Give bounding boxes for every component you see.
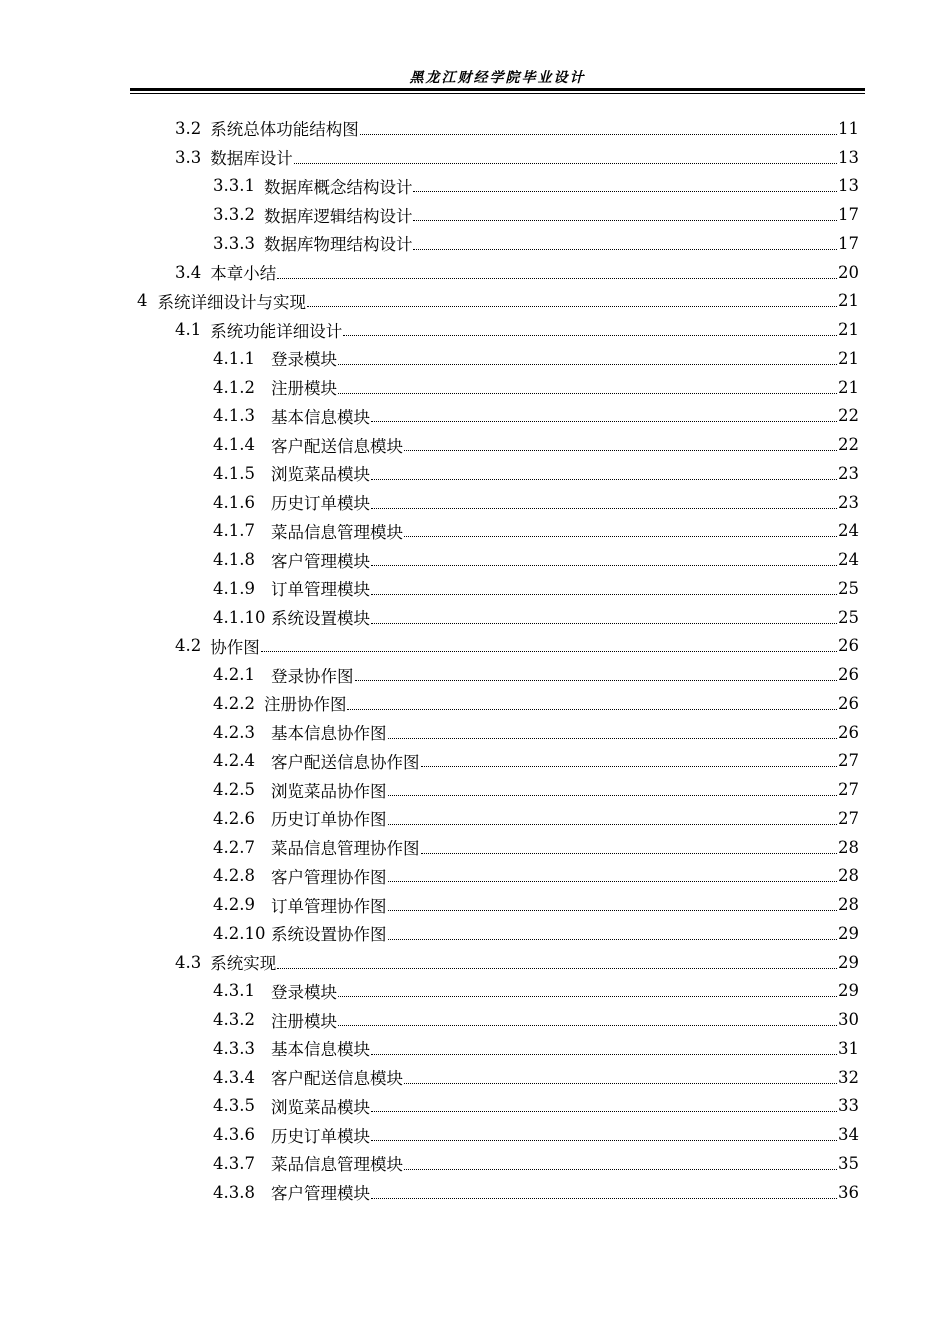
toc-entry-title: 注册模块: [271, 1011, 337, 1031]
toc-dot-leader: [338, 363, 837, 365]
toc-dot-leader: [404, 1082, 837, 1084]
toc-entry-number: 4.3.3: [213, 1038, 255, 1058]
toc-entry-page: 24: [838, 521, 859, 541]
toc-entry[interactable]: [0, 804, 950, 833]
toc-dot-leader: [338, 995, 837, 997]
toc-entry[interactable]: [0, 430, 950, 459]
toc-entry[interactable]: [0, 977, 950, 1006]
toc-entry[interactable]: [0, 1092, 950, 1121]
toc-entry-page: 25: [838, 578, 859, 598]
toc-entry-number: 3.2: [175, 118, 202, 138]
toc-entry-page: 27: [838, 780, 859, 800]
toc-entry-number: 4.1.3: [213, 406, 255, 426]
toc-dot-leader: [371, 507, 837, 509]
toc-dot-leader: [371, 420, 837, 422]
toc-entry[interactable]: [0, 890, 950, 919]
toc-dot-leader: [388, 794, 838, 796]
toc-dot-leader: [371, 1053, 837, 1055]
toc-dot-leader: [404, 449, 837, 451]
toc-entry-title: 登录模块: [271, 350, 337, 370]
toc-entry[interactable]: [0, 718, 950, 747]
toc-entry[interactable]: [0, 143, 950, 172]
toc-dot-leader: [388, 737, 838, 739]
toc-entry-number: 4.3.6: [213, 1125, 255, 1145]
toc-entry[interactable]: [0, 344, 950, 373]
toc-entry-title: 客户管理协作图: [271, 867, 387, 887]
toc-entry[interactable]: [0, 574, 950, 603]
toc-entry-page: 33: [838, 1096, 859, 1116]
toc-entry-number: 4.1.9: [213, 578, 255, 598]
toc-entry-page: 29: [838, 981, 859, 1001]
toc-entry-number: 4.1.5: [213, 463, 255, 483]
toc-dot-leader: [371, 1110, 837, 1112]
toc-dot-leader: [347, 708, 837, 710]
toc-entry[interactable]: [0, 747, 950, 776]
toc-dot-leader: [338, 392, 837, 394]
toc-entry[interactable]: [0, 632, 950, 661]
toc-dot-leader: [360, 133, 837, 135]
toc-dot-leader: [413, 190, 837, 192]
toc-entry[interactable]: [0, 258, 950, 287]
toc-entry-number: 4.3.4: [213, 1067, 255, 1087]
toc-entry-title: 基本信息协作图: [271, 724, 387, 744]
page-header-title: 黑龙江财经学院毕业设计: [409, 70, 586, 86]
toc-entry[interactable]: [0, 545, 950, 574]
toc-dot-leader: [294, 162, 837, 164]
toc-entry[interactable]: [0, 948, 950, 977]
toc-entry-number: 4.3.2: [213, 1010, 255, 1030]
toc-entry-title: 菜品信息管理模块: [271, 522, 403, 542]
toc-dot-leader: [371, 1139, 837, 1141]
toc-entry-page: 28: [838, 895, 859, 915]
toc-entry-number: 4.2.2: [213, 693, 255, 713]
table-of-contents: [0, 114, 950, 1207]
toc-entry-number: 4.2.1: [213, 665, 255, 685]
toc-entry[interactable]: [0, 689, 950, 718]
toc-entry-page: 23: [838, 492, 859, 512]
toc-entry-title: 数据库逻辑结构设计: [263, 206, 413, 226]
toc-entry-number: 4.3.5: [213, 1096, 255, 1116]
toc-entry[interactable]: [0, 229, 950, 258]
toc-entry-title: 注册模块: [271, 379, 337, 399]
toc-entry-title: 系统设置模块: [271, 609, 370, 629]
toc-entry-page: 21: [838, 377, 859, 397]
toc-entry-page: 24: [838, 550, 859, 570]
toc-entry[interactable]: [0, 775, 950, 804]
toc-dot-leader: [388, 909, 838, 911]
toc-entry-page: 13: [838, 147, 859, 167]
toc-dot-leader: [371, 622, 837, 624]
toc-entry-number: 4.2.5: [213, 780, 255, 800]
toc-entry-page: 34: [838, 1125, 859, 1145]
toc-entry-title: 浏览菜品模块: [271, 465, 370, 485]
toc-entry-title: 系统实现: [210, 954, 277, 974]
toc-entry[interactable]: [0, 402, 950, 431]
toc-entry-page: 21: [838, 348, 859, 368]
toc-entry-title: 历史订单模块: [271, 494, 370, 514]
toc-entry-title: 基本信息模块: [271, 1040, 370, 1060]
toc-dot-leader: [371, 593, 837, 595]
toc-dot-leader: [404, 535, 837, 537]
toc-entry-page: 20: [838, 262, 859, 282]
toc-entry[interactable]: [0, 1178, 950, 1207]
toc-entry-number: 4.2.3: [213, 722, 255, 742]
toc-dot-leader: [421, 765, 838, 767]
toc-entry-number: 4.2: [175, 636, 202, 656]
toc-entry-title: 菜品信息管理协作图: [271, 839, 420, 859]
toc-entry-page: 17: [838, 233, 859, 253]
toc-entry-title: 历史订单协作图: [271, 810, 387, 830]
toc-entry-number: 4.2.10: [213, 923, 266, 943]
toc-entry-title: 注册协作图: [263, 695, 347, 715]
toc-dot-leader: [277, 277, 837, 279]
toc-entry-title: 历史订单模块: [271, 1126, 370, 1146]
toc-entry-page: 22: [838, 435, 859, 455]
toc-entry-title: 客户管理模块: [271, 1184, 370, 1204]
toc-entry-title: 浏览菜品协作图: [271, 781, 387, 801]
toc-entry-page: 29: [838, 952, 859, 972]
toc-entry-title: 浏览菜品模块: [271, 1097, 370, 1117]
toc-entry[interactable]: [0, 517, 950, 546]
toc-dot-leader: [388, 823, 838, 825]
toc-entry-title: 客户管理模块: [271, 551, 370, 571]
toc-entry[interactable]: [0, 287, 950, 316]
toc-entry-page: 26: [838, 722, 859, 742]
toc-entry-title: 菜品信息管理模块: [271, 1155, 403, 1175]
toc-entry[interactable]: [0, 919, 950, 948]
toc-entry[interactable]: [0, 862, 950, 891]
toc-entry-page: 27: [838, 751, 859, 771]
toc-entry-number: 4.2.7: [213, 837, 255, 857]
toc-entry-number: 4.3: [175, 952, 202, 972]
toc-dot-leader: [421, 852, 838, 854]
toc-dot-leader: [277, 967, 837, 969]
toc-entry-number: 3.3.3: [213, 233, 255, 253]
toc-entry-title: 数据库概念结构设计: [263, 177, 413, 197]
toc-entry[interactable]: [0, 833, 950, 862]
toc-entry-title: 本章小结: [210, 264, 277, 284]
toc-dot-leader: [371, 1197, 837, 1199]
toc-dot-leader: [338, 1024, 837, 1026]
toc-entry-page: 30: [838, 1010, 859, 1030]
toc-entry-page: 36: [838, 1182, 859, 1202]
toc-entry-page: 26: [838, 693, 859, 713]
toc-entry-number: 4.1.10: [213, 607, 266, 627]
toc-entry-number: 4: [137, 291, 148, 311]
toc-entry-page: 26: [838, 665, 859, 685]
toc-entry-page: 28: [838, 866, 859, 886]
toc-entry-number: 4.3.7: [213, 1153, 255, 1173]
toc-entry[interactable]: [0, 315, 950, 344]
toc-entry-page: 21: [838, 320, 859, 340]
toc-entry-number: 4.1.4: [213, 435, 255, 455]
header-rule-thick: [130, 88, 865, 91]
toc-entry-page: 29: [838, 923, 859, 943]
toc-entry-page: 21: [838, 291, 859, 311]
toc-entry-page: 23: [838, 463, 859, 483]
toc-entry-title: 订单管理协作图: [271, 896, 387, 916]
toc-entry-number: 4.1.8: [213, 550, 255, 570]
toc-entry[interactable]: [0, 172, 950, 201]
toc-entry[interactable]: [0, 488, 950, 517]
toc-entry-number: 4.2.8: [213, 866, 255, 886]
toc-entry[interactable]: [0, 1034, 950, 1063]
toc-entry-number: 4.2.4: [213, 751, 255, 771]
toc-entry-title: 系统设置协作图: [271, 925, 387, 945]
toc-entry[interactable]: [0, 373, 950, 402]
toc-dot-leader: [261, 650, 837, 652]
toc-entry[interactable]: [0, 660, 950, 689]
toc-entry-title: 系统详细设计与实现: [157, 292, 306, 312]
toc-dot-leader: [307, 305, 837, 307]
toc-entry[interactable]: [0, 603, 950, 632]
toc-entry-page: 13: [838, 176, 859, 196]
toc-entry-number: 4.1.1: [213, 348, 255, 368]
toc-entry-page: 25: [838, 607, 859, 627]
toc-entry-title: 订单管理模块: [271, 580, 370, 600]
toc-entry-number: 4.1.7: [213, 521, 255, 541]
toc-dot-leader: [355, 679, 838, 681]
toc-dot-leader: [343, 334, 837, 336]
toc-entry[interactable]: [0, 1005, 950, 1034]
toc-entry-number: 3.4: [175, 262, 202, 282]
toc-entry-page: 22: [838, 406, 859, 426]
toc-entry-title: 登录模块: [271, 982, 337, 1002]
toc-entry[interactable]: [0, 459, 950, 488]
toc-entry-page: 31: [838, 1038, 859, 1058]
toc-entry-title: 登录协作图: [271, 666, 354, 686]
toc-dot-leader: [371, 564, 837, 566]
toc-entry[interactable]: [0, 200, 950, 229]
toc-entry-page: 27: [838, 808, 859, 828]
toc-entry-title: 数据库物理结构设计: [263, 235, 413, 255]
toc-entry-title: 客户配送信息模块: [271, 436, 403, 456]
toc-entry-number: 4.2.9: [213, 895, 255, 915]
toc-dot-leader: [413, 219, 837, 221]
toc-entry-title: 基本信息模块: [271, 407, 370, 427]
toc-dot-leader: [388, 880, 838, 882]
toc-entry-title: 系统总体功能结构图: [210, 120, 359, 140]
toc-entry-page: 11: [838, 118, 859, 138]
toc-entry-title: 客户配送信息模块: [271, 1069, 403, 1089]
toc-entry-page: 17: [838, 205, 859, 225]
toc-entry-page: 26: [838, 636, 859, 656]
toc-entry-page: 35: [838, 1153, 859, 1173]
toc-entry[interactable]: [0, 114, 950, 143]
toc-entry-title: 客户配送信息协作图: [271, 752, 420, 772]
toc-entry-title: 协作图: [210, 637, 260, 657]
toc-entry-number: 3.3.2: [213, 205, 255, 225]
toc-entry-number: 4.3.8: [213, 1182, 255, 1202]
toc-entry[interactable]: [0, 1149, 950, 1178]
toc-entry-number: 4.1.2: [213, 377, 255, 397]
toc-entry-number: 3.3: [175, 147, 202, 167]
toc-entry-title: 数据库设计: [210, 149, 293, 169]
toc-dot-leader: [388, 938, 838, 940]
toc-entry-number: 3.3.1: [213, 176, 255, 196]
toc-dot-leader: [404, 1168, 837, 1170]
toc-entry-number: 4.1: [175, 320, 202, 340]
toc-entry[interactable]: [0, 1120, 950, 1149]
toc-entry-page: 32: [838, 1067, 859, 1087]
header-rule-thin: [130, 93, 865, 94]
toc-entry-number: 4.3.1: [213, 981, 255, 1001]
toc-entry-number: 4.2.6: [213, 808, 255, 828]
toc-dot-leader: [413, 248, 837, 250]
toc-entry-page: 28: [838, 837, 859, 857]
toc-entry-title: 系统功能详细设计: [210, 321, 343, 341]
toc-entry-number: 4.1.6: [213, 492, 255, 512]
toc-entry[interactable]: [0, 1063, 950, 1092]
toc-dot-leader: [371, 478, 837, 480]
